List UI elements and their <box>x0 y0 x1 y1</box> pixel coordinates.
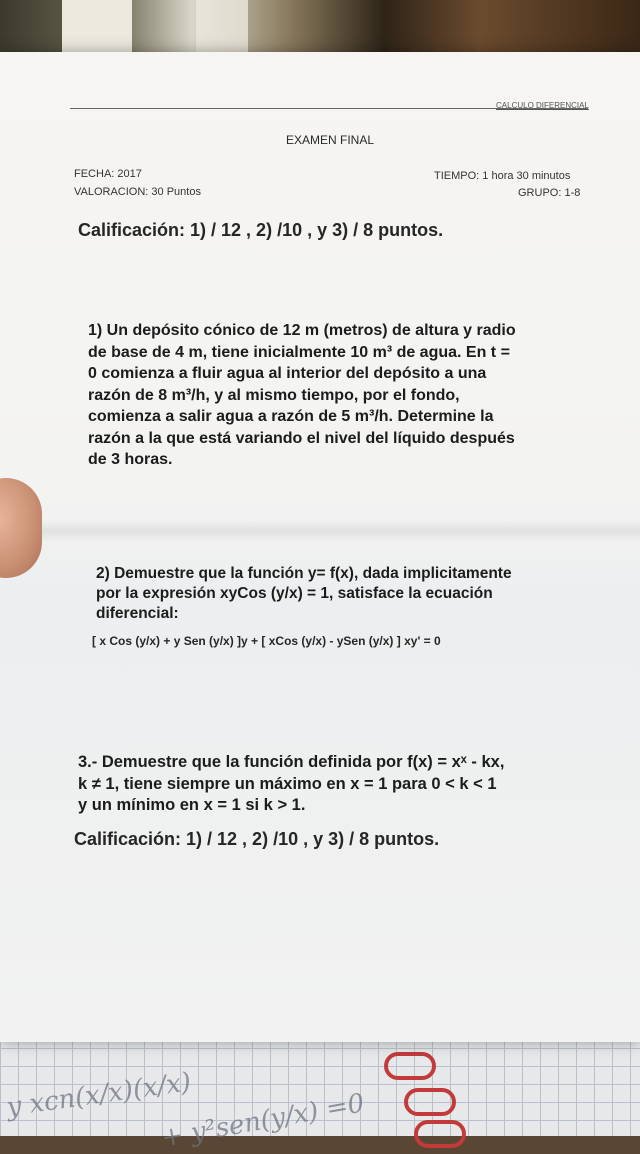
question-line: 3.- Demuestre que la función definida por f(x) = xˣ - kx, <box>78 753 505 771</box>
grading-top: Calificación: 1) / 12 , 2) /10 , y 3) / 8 puntos. <box>78 220 444 240</box>
question-line: 2) Demuestre que la función y= f(x), dada implicitamente <box>96 565 512 582</box>
question-line: 0 comienza a fluir agua al interior del depósito a una <box>88 365 487 382</box>
course-name: CALCULO DIFERENCIAL <box>496 101 589 110</box>
question-line: diferencial: <box>96 605 179 622</box>
paper-fold <box>0 520 640 542</box>
question-line: de base de 4 m, tiene inicialmente 10 m³ de agua. En t = <box>88 343 510 361</box>
notebook-background <box>0 1030 640 1154</box>
handwriting-scribble: + y²sen(y/x) =0 <box>158 1088 367 1154</box>
question-line: y un mínimo en x = 1 si k > 1. <box>78 796 306 814</box>
notebook-ring <box>404 1088 456 1116</box>
question-2 <box>96 564 562 624</box>
question-line: por la expresión xyCos (y/x) = 1, satisface la ecuación <box>96 585 493 602</box>
exam-title: EXAMEN FINAL <box>286 133 375 147</box>
background-pillar <box>62 0 132 60</box>
question-line: razón de 8 m³/h, y al mismo tiempo, por el fondo, <box>88 386 460 404</box>
question-line: razón a la que está variando el nivel del líquido después <box>88 429 515 447</box>
notebook-ring <box>384 1052 436 1080</box>
question-line: comienza a salir agua a razón de 5 m³/h. Determine la <box>88 408 494 425</box>
question-1 <box>88 320 566 471</box>
background-pillar <box>196 0 248 60</box>
exam-paper <box>0 52 640 1042</box>
notebook-ring <box>414 1120 466 1148</box>
question-2-formula: [ x Cos (y/x) + y Sen (y/x) ]y + [ xCos (y/x) - ySen (y/x) ] xy' = 0 <box>92 634 441 648</box>
exam-time: TIEMPO: 1 hora 30 minutos <box>434 170 571 182</box>
question-3 <box>78 752 570 817</box>
exam-group: GRUPO: 1-8 <box>518 187 581 199</box>
question-line: de 3 horas. <box>88 451 173 468</box>
exam-date: FECHA: 2017 <box>74 168 142 180</box>
question-line: k ≠ 1, tiene siempre un máximo en x = 1 para 0 < k < 1 <box>78 774 497 793</box>
handwriting-scribble: y xcn(x/x)(x/x) <box>4 1067 193 1123</box>
exam-valuation: VALORACION: 30 Puntos <box>74 186 201 198</box>
question-line: 1) Un depósito cónico de 12 m (metros) de altura y radio <box>88 322 516 339</box>
grading-bottom: Calificación: 1) / 12 , 2) /10 , y 3) / 8 puntos. <box>74 829 440 849</box>
